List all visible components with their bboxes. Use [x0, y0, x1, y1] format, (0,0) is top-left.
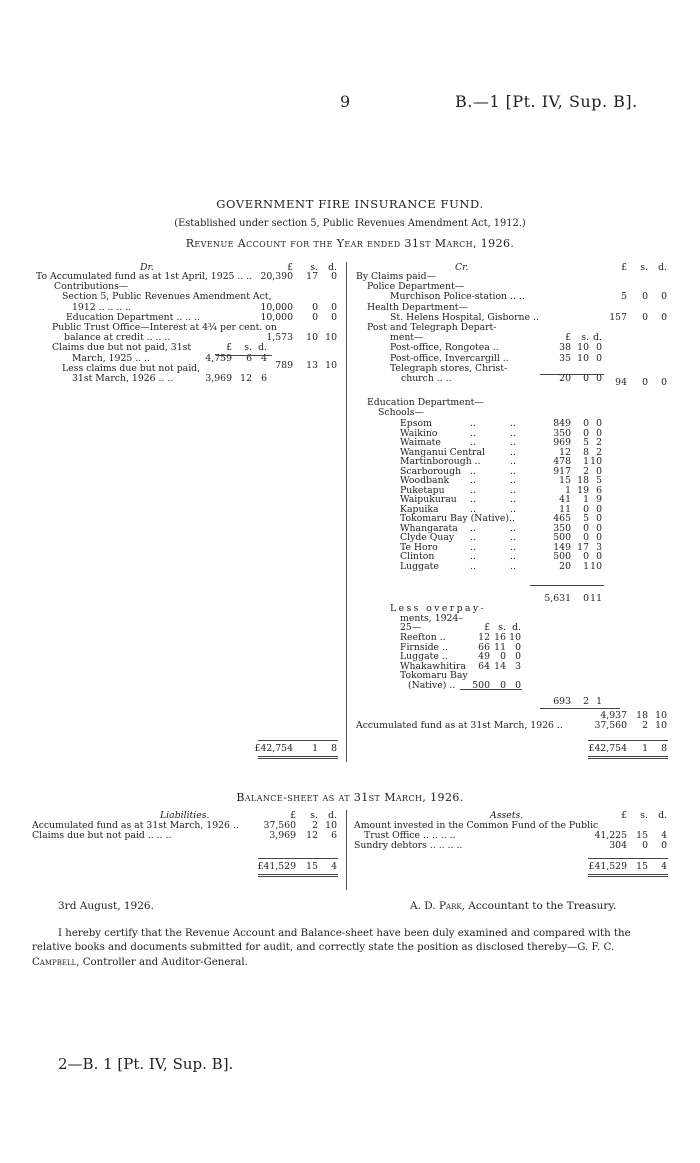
leader-dots: ..: [470, 484, 476, 496]
assets-total-pence: 4: [661, 861, 667, 872]
overpayment-name: Luggate ..: [400, 651, 448, 663]
education-net-pence: 10: [655, 710, 667, 721]
school-name: Clyde Quay: [400, 532, 455, 543]
debit-line-shillings: 13: [306, 360, 318, 371]
liability-amount-pence: 6: [331, 830, 337, 842]
school-name: Waikino: [400, 427, 438, 439]
overpayments-heading: Less overpay-: [390, 603, 487, 614]
document-subtitle: (Established under section 5, Public Revenues Amendment Act, 1912.): [174, 218, 526, 229]
school-amount-pounds: 500: [553, 551, 571, 562]
leader-dots: ..: [510, 560, 516, 572]
school-name: Scarborough: [400, 465, 462, 477]
school-name: Waimate: [400, 437, 441, 448]
school-amount-pounds: 500: [553, 532, 571, 543]
leader-dots: ..: [510, 446, 516, 458]
accumulated-fund-text: Accumulated fund as at 31st March, 1926 ..: [356, 720, 563, 731]
liability-amount-pence: 10: [325, 820, 337, 831]
footer-reference: 2—B. 1 [Pt. IV, Sup. B].: [58, 1055, 234, 1073]
debit-total-double-rule: [258, 756, 338, 759]
school-amount-pounds: 11: [559, 503, 571, 515]
education-net-shillings: 18: [636, 710, 648, 721]
liabilities-label: Liabilities.: [160, 810, 210, 821]
leader-dots: ..: [470, 541, 476, 553]
leader-dots: ..: [470, 532, 476, 543]
signatory-name: A. D. Park: [410, 900, 462, 912]
school-amount-pence: 6: [596, 484, 602, 496]
credit-line-shillings: 0: [642, 311, 648, 323]
credit-inner-pence: 0: [596, 342, 602, 354]
liability-text: Accumulated fund as at 31st March, 1926 ..: [32, 820, 239, 831]
school-amount-shillings: 17: [577, 541, 589, 553]
overpayment-amount-pence: 3: [515, 660, 521, 672]
school-amount-shillings: 0: [583, 522, 589, 534]
school-name: Tokomaru Bay (Native)..: [400, 513, 515, 524]
school-amount-pence: 10: [590, 456, 602, 467]
debit-inner-shillings: 6: [246, 352, 252, 364]
overpayments-total-pence: 1: [596, 696, 602, 707]
asset-text: Trust Office .. .. .. ..: [364, 830, 456, 842]
liabilities-total-double-rule: [258, 874, 338, 877]
credit-inner-shillings: 0: [583, 373, 589, 384]
credit-col-pounds-header: £: [621, 262, 627, 273]
school-name: Woodbank: [400, 475, 450, 486]
debit-line-text: Education Department .. .. ..: [66, 311, 200, 323]
school-name: Wanganui Central: [400, 446, 485, 458]
school-name: Waipukurau: [400, 494, 457, 505]
credit-line-shillings: 0: [642, 291, 648, 303]
leader-dots: ..: [510, 503, 516, 515]
school-name: Epsom: [400, 418, 432, 429]
school-amount-pence: 0: [596, 427, 602, 439]
school-name: Martinborough ..: [400, 456, 481, 467]
schools-subtotal-rule: [530, 585, 604, 586]
credit-line-text: Post-office, Rongotea ..: [390, 342, 499, 354]
revenue-center-rule: [346, 262, 347, 762]
credit-line-pounds: 5: [621, 291, 627, 303]
overpayment-amount-pence: 0: [515, 651, 521, 663]
credit-line-text: Police Department—: [367, 281, 465, 293]
debit-line-shillings: 17: [306, 271, 318, 282]
debit-inner-pence: d.: [258, 342, 267, 354]
debit-line-text: Section 5, Public Revenues Amendment Act,: [62, 291, 272, 303]
accumulated-fund-pounds: 37,560: [594, 720, 627, 731]
school-amount-shillings: 0: [583, 551, 589, 562]
school-amount-pounds: 478: [553, 456, 571, 467]
debit-line-text: To Accumulated fund as at 1st April, 1925 .. ..: [36, 271, 253, 282]
audit-certificate-line-2: relative books and documents submitted for audit, and correctly state the position as disclosed thereby—G. F. C.: [32, 942, 615, 953]
leader-dots: ..: [470, 522, 476, 534]
accumulated-fund-pence: 10: [655, 720, 667, 731]
overpayment-name: Whakawhitira: [400, 660, 466, 672]
school-amount-shillings: 19: [577, 484, 589, 496]
assets-total-double-rule: [588, 874, 668, 877]
school-amount-shillings: 8: [583, 446, 589, 458]
debit-inner-pence: 4: [261, 352, 267, 364]
revenue-account-heading: Revenue Account for the Year ended 31st March, 1926.: [185, 237, 515, 250]
overpayment-name: Firnside ..: [400, 641, 448, 653]
overpayments-col-pounds: £: [484, 622, 490, 633]
credit-inner-shillings: s.: [581, 332, 589, 344]
credit-line-pence: 0: [661, 377, 667, 388]
assets-label: Assets.: [490, 810, 524, 821]
debit-line-pence: 0: [331, 311, 337, 323]
overpayments-col-pence: d.: [512, 622, 521, 633]
credit-line-text: St. Helens Hospital, Gisborne ..: [390, 311, 539, 323]
debit-line-text: 1912 .. .. .. ..: [72, 301, 132, 313]
credit-inner-pounds: 35: [559, 352, 571, 364]
overpayment-amount-shillings: 0: [500, 651, 506, 663]
liability-amount-pounds: 37,560: [263, 820, 296, 831]
overpayments-heading: ments, 1924–: [400, 612, 464, 624]
leader-dots: ..: [470, 427, 476, 439]
credit-line-text: Post and Telegraph Depart-: [367, 322, 497, 333]
overpayment-amount-pence: 10: [509, 632, 521, 643]
debit-line-pence: 0: [331, 301, 337, 313]
debit-total-shillings: 1: [312, 743, 318, 754]
debit-inner-shillings: 12: [240, 373, 252, 384]
debit-total-pounds: £42,754: [254, 743, 293, 754]
schools-total-pence: 11: [590, 593, 602, 604]
debit-inner-shillings: s.: [244, 342, 252, 354]
school-amount-shillings: 0: [583, 418, 589, 429]
asset-col-pence: d.: [658, 810, 667, 821]
debit-inner-pounds: 4,759: [205, 352, 232, 364]
school-amount-shillings: 0: [583, 427, 589, 439]
debit-line-shillings: 0: [312, 301, 318, 313]
asset-amount-pence: 0: [661, 840, 667, 852]
school-amount-pence: 0: [596, 551, 602, 562]
credit-inner-shillings: 10: [577, 352, 589, 364]
document-reference: B.—1 [Pt. IV, Sup. B].: [455, 92, 638, 111]
leader-dots: ..: [510, 484, 516, 496]
credit-inner-shillings: 10: [577, 342, 589, 354]
liability-amount-shillings: 2: [312, 820, 318, 831]
school-amount-pence: 2: [596, 446, 602, 458]
asset-amount-pounds: 304: [609, 840, 627, 852]
credit-total-shillings: 1: [642, 743, 648, 754]
credit-inner-pence: 0: [596, 352, 602, 364]
schools-total-pounds: 5,631: [544, 593, 571, 604]
credit-line-pence: 0: [661, 311, 667, 323]
credit-line-text: Health Department—: [367, 301, 468, 313]
credit-line-shillings: 0: [642, 377, 648, 388]
school-amount-pounds: 1: [565, 484, 571, 496]
overpayments-subtotal-rule: [460, 689, 522, 690]
school-amount-pence: 0: [596, 418, 602, 429]
credit-inner-pence: d.: [593, 332, 602, 344]
overpayment-name: Tokomaru Bay: [400, 670, 468, 682]
debit-line-pence: 10: [325, 360, 337, 371]
overpayment-name: (Native) ..: [408, 680, 456, 691]
school-amount-pounds: 350: [553, 427, 571, 439]
liab-col-pounds: £: [290, 810, 296, 821]
school-amount-shillings: 18: [577, 475, 589, 486]
school-amount-pounds: 12: [559, 446, 571, 458]
leader-dots: ..: [510, 475, 516, 486]
debit-inner-pounds: £: [226, 342, 232, 354]
school-amount-pence: 2: [596, 437, 602, 448]
leader-dots: ..: [470, 475, 476, 486]
liability-amount-shillings: 12: [306, 830, 318, 842]
leader-dots: ..: [510, 427, 516, 439]
leader-dots: ..: [470, 418, 476, 429]
asset-amount-shillings: 15: [636, 830, 648, 842]
leader-dots: ..: [510, 437, 516, 448]
schools-total-shillings: 0: [583, 593, 589, 604]
school-amount-pounds: 465: [553, 513, 571, 524]
leader-dots: ..: [470, 503, 476, 515]
asset-col-pounds: £: [621, 810, 627, 821]
school-amount-shillings: 1: [583, 560, 589, 572]
credit-total-rule: [588, 740, 668, 741]
leader-dots: ..: [510, 465, 516, 477]
education-net-pounds: 4,937: [600, 710, 627, 721]
overpayments-total-pounds: 693: [553, 696, 571, 707]
credit-line-text: Telegraph stores, Christ-: [390, 362, 508, 374]
school-amount-pounds: 849: [553, 418, 571, 429]
credit-inner-pounds: £: [565, 332, 571, 344]
school-amount-pence: 9: [596, 494, 602, 505]
credit-inner-pounds: 38: [559, 342, 571, 354]
overpayments-col-shillings: s.: [498, 622, 506, 633]
debit-col-pence-header: d.: [328, 262, 337, 273]
school-amount-pounds: 917: [553, 465, 571, 477]
accumulated-fund-shillings: 2: [642, 720, 648, 731]
debit-inner-subtotal-rule: [216, 355, 272, 356]
liabilities-total-pounds: £41,529: [257, 861, 296, 872]
school-name: Whangarata: [400, 522, 458, 534]
debit-line-text: balance at credit .. .. ..: [64, 332, 171, 344]
balance-center-rule: [346, 810, 347, 890]
overpayment-amount-shillings: 14: [494, 660, 506, 672]
leader-dots: ..: [510, 541, 516, 553]
overpayment-amount-pounds: 49: [478, 651, 490, 663]
asset-amount-pence: 4: [661, 830, 667, 842]
education-net-rule: [540, 708, 620, 709]
school-amount-pence: 0: [596, 465, 602, 477]
credit-line-pounds: 94: [615, 377, 627, 388]
credit-line-text: church .. ..: [401, 373, 452, 384]
leader-dots: ..: [470, 437, 476, 448]
school-name: Clinton: [400, 551, 435, 562]
school-amount-pence: 0: [596, 503, 602, 515]
debit-line-pounds: 789: [275, 360, 293, 371]
school-amount-pounds: 149: [553, 541, 571, 553]
debit-line-shillings: 0: [312, 311, 318, 323]
assets-total-rule: [588, 858, 668, 859]
debit-inner-pounds: 3,969: [205, 373, 232, 384]
auditor-name: Campbell: [32, 957, 77, 968]
school-amount-shillings: 0: [583, 532, 589, 543]
audit-certificate-line-1: I hereby certify that the Revenue Account and Balance-sheet have been duly examined and compared with the: [58, 928, 631, 939]
credit-total-pounds: £42,754: [588, 743, 627, 754]
school-amount-pounds: 20: [559, 560, 571, 572]
debit-col-pounds-header: £: [287, 262, 293, 273]
debit-line-pence: 0: [331, 271, 337, 282]
school-amount-shillings: 5: [583, 437, 589, 448]
overpayment-amount-shillings: 0: [500, 680, 506, 691]
overpayment-amount-pence: 0: [515, 641, 521, 653]
school-amount-shillings: 1: [583, 456, 589, 467]
school-amount-shillings: 2: [583, 465, 589, 477]
school-amount-shillings: 0: [583, 503, 589, 515]
credit-total-pence: 8: [661, 743, 667, 754]
liab-col-shillings: s.: [310, 810, 318, 821]
school-amount-pence: 0: [596, 532, 602, 543]
debit-inner-pence: 6: [261, 373, 267, 384]
credit-post-subtotal-rule: [540, 374, 604, 375]
school-amount-pounds: 969: [553, 437, 571, 448]
education-heading: Education Department—: [367, 397, 484, 408]
overpayments-heading: 25—: [400, 622, 422, 634]
leader-dots: ..: [510, 418, 516, 429]
liab-col-pence: d.: [328, 810, 337, 821]
asset-col-shillings: s.: [640, 810, 648, 821]
credit-line-pence: 0: [661, 291, 667, 303]
leader-dots: ..: [470, 494, 476, 505]
school-amount-pounds: 15: [559, 475, 571, 486]
school-amount-pounds: 350: [553, 522, 571, 534]
debit-line-pounds: 20,390: [260, 271, 293, 282]
overpayment-name: Reefton ..: [400, 632, 446, 643]
school-amount-pence: 0: [596, 513, 602, 524]
debit-line-text: 31st March, 1926 .. ..: [72, 373, 174, 384]
overpayment-amount-pounds: 64: [478, 660, 490, 672]
overpayment-amount-shillings: 11: [494, 641, 506, 653]
debit-line-text: Less claims due but not paid,: [62, 362, 201, 374]
credit-inner-pounds: 20: [559, 373, 571, 384]
signatory: [410, 900, 616, 912]
signatory-title: , Accountant to the Treasury.: [461, 900, 617, 912]
school-name: Te Horo: [400, 541, 438, 553]
school-name: Puketapu: [400, 484, 445, 496]
asset-text: Amount invested in the Common Fund of the Public: [354, 820, 599, 831]
leader-dots: ..: [510, 551, 516, 562]
leader-dots: ..: [510, 456, 516, 467]
credit-total-double-rule: [588, 756, 668, 759]
school-amount-shillings: 1: [583, 494, 589, 505]
asset-amount-shillings: 0: [642, 840, 648, 852]
assets-total-pounds: £41,529: [588, 861, 627, 872]
credit-line-pounds: 157: [609, 311, 627, 323]
debit-line-shillings: 10: [306, 332, 318, 344]
asset-text: Sundry debtors .. .. .. ..: [354, 840, 463, 852]
overpayment-amount-pence: 0: [515, 680, 521, 691]
school-amount-pence: 10: [590, 560, 602, 572]
debit-line-text: Public Trust Office—Interest at 4¾ per cent. on: [52, 322, 277, 333]
overpayment-amount-shillings: 16: [494, 632, 506, 643]
credit-col-pence-header: d.: [658, 262, 667, 273]
credit-line-text: ment—: [390, 332, 424, 344]
debit-total-pence: 8: [331, 743, 337, 754]
overpayment-amount-pounds: 66: [478, 641, 490, 653]
debit-line-text: March, 1925 .. ..: [72, 352, 151, 364]
credit-line-text: By Claims paid—: [356, 271, 436, 282]
liability-amount-pounds: 3,969: [269, 830, 296, 842]
credit-label: Cr.: [455, 262, 469, 273]
leader-dots: ..: [510, 522, 516, 534]
debit-line-pounds: 10,000: [260, 311, 293, 323]
leader-dots: ..: [470, 560, 476, 572]
school-amount-pounds: 41: [559, 494, 571, 505]
liabilities-total-shillings: 15: [306, 861, 318, 872]
audit-certificate-line-3: [32, 957, 248, 968]
debit-line-pence: 10: [325, 332, 337, 344]
credit-inner-pence: 0: [596, 373, 602, 384]
liability-text: Claims due but not paid .. .. ..: [32, 830, 172, 842]
overpayments-total-shillings: 2: [583, 696, 589, 707]
school-name: Kapuika: [400, 503, 439, 515]
auditor-title: , Controller and Auditor-General.: [76, 957, 248, 968]
assets-total-shillings: 15: [636, 861, 648, 872]
schools-heading: Schools—: [378, 407, 424, 418]
leader-dots: ..: [470, 465, 476, 477]
school-amount-pence: 3: [596, 541, 602, 553]
school-amount-pence: 5: [596, 475, 602, 486]
document-title: GOVERNMENT FIRE INSURANCE FUND.: [216, 197, 484, 211]
debit-line-pounds: 10,000: [260, 301, 293, 313]
debit-label: Dr.: [140, 262, 154, 273]
asset-amount-pounds: 41,225: [594, 830, 627, 842]
debit-line-text: Contributions—: [54, 281, 129, 293]
school-amount-pence: 0: [596, 522, 602, 534]
balance-sheet-heading: Balance-sheet as at 31st March, 1926.: [236, 791, 464, 804]
overpayment-amount-pounds: 12: [478, 632, 490, 643]
debit-total-rule: [258, 740, 338, 741]
credit-col-shillings-header: s.: [640, 262, 648, 273]
signoff-date: 3rd August, 1926.: [58, 900, 154, 912]
credit-line-text: Murchison Police-station .. ..: [390, 291, 525, 303]
school-name: Luggate: [400, 560, 439, 572]
credit-line-text: Post-office, Invercargill ..: [390, 352, 509, 364]
overpayment-amount-pounds: 500: [472, 680, 490, 691]
liabilities-total-pence: 4: [331, 861, 337, 872]
page-number: 9: [340, 92, 351, 111]
debit-col-shillings-header: s.: [310, 262, 318, 273]
liabilities-total-rule: [258, 858, 338, 859]
leader-dots: ..: [470, 551, 476, 562]
debit-line-pounds: 1,573: [266, 332, 293, 344]
school-amount-shillings: 5: [583, 513, 589, 524]
debit-line-text: Claims due but not paid, 31st: [52, 342, 192, 354]
leader-dots: ..: [510, 532, 516, 543]
leader-dots: ..: [510, 494, 516, 505]
